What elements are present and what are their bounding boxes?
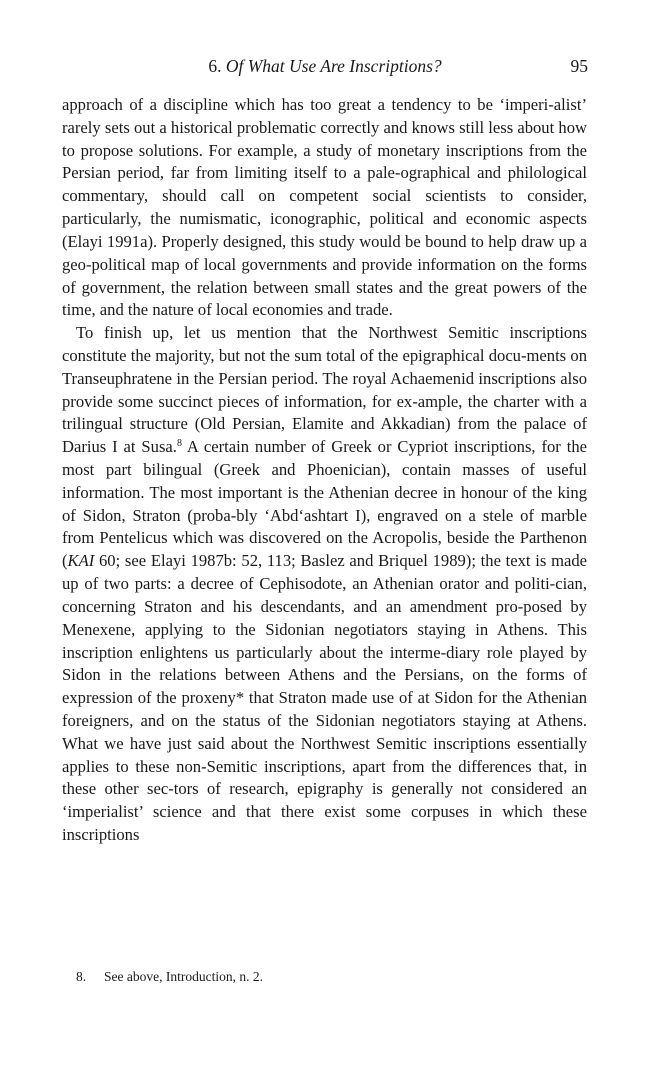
- paragraph-2-part-3: 60; see Elayi 1987b: 52, 113; Baslez and Briquel 1989); the text is made up of two parts: a decree of Cephisodote, an Athenian orator and politi-cian, concerning Straton and his descendants, and an amendment pro-posed by Menexene, applying to the Sidonian negotiators staying in Athens. This inscription enlightens us particularly about the interme-diary role played by Sidon in the relations between Athens and the Persians, on the forms of expression of the proxeny* that Straton made use of at Sidon for the Athenian foreigners, and on the status of the Sidonian negotiators staying at Athens. What we have just said about the Northwest Semitic inscriptions essentially applies to these non-Semitic inscriptions, apart from the differences that, in these other sec-tors of research, epigraphy is generally not considered an ‘imperialist’ science and that there exist some corpuses in which these inscriptions: [62, 551, 587, 844]
- footnote-reference[interactable]: 8: [176, 438, 182, 450]
- paragraph-2: [62, 322, 587, 847]
- footnote-text: See above, Introduction, n. 2.: [104, 969, 263, 984]
- running-header: [62, 56, 588, 82]
- main-text: [62, 94, 587, 847]
- chapter-number: 6.: [208, 56, 222, 76]
- paragraph-2-part-2: A certain number of Greek or Cypriot inscriptions, for the most part bilingual (Greek and Phoenician), contain masses of useful information. The most important is the Athenian decree in honour of the king of Sidon, Straton (proba-bly ‘Abd‘ashtart I), engraved on a stele of marble from Pentelicus which was discovered on the Acropolis, beside the Parthenon (: [62, 437, 587, 571]
- footnote-number: 8.: [76, 969, 87, 984]
- chapter-title: Of What Use Are Inscriptions?: [225, 56, 442, 76]
- paragraph-1: approach of a discipline which has too great a tendency to be ‘imperi-alist’ rarely sets out a historical problematic correctly and knows still less about how to propose solutions. For example, a study of monetary inscriptions from the Persian period, far from limiting itself to a pale-ographical and philological commentary, should call on competent social scientists to consider, particularly, the numismatic, iconographic, political and economic aspects (Elayi 1991a). Properly designed, this study would be bound to help draw up a geo-political map of local governments and provide information on the forms of government, the relation between small states and the great powers of the time, and the nature of local economies and trade.: [62, 95, 587, 320]
- paragraph-2-part-1: To finish up, let us mention that the Northwest Semitic inscriptions constitute the majority, but not the sum total of the epigraphical docu-ments on Transeuphratene in the Persian period. The royal Achaemenid inscriptions also provide some succinct pieces of information, for ex-ample, the charter with a trilingual structure (Old Persian, Elamite and Akkadian) from the palace of Darius I at Susa.: [62, 323, 587, 457]
- page-number: 95: [570, 56, 588, 76]
- kai-reference: KAI: [67, 551, 95, 571]
- running-title: [62, 56, 588, 77]
- footnote: [76, 968, 576, 986]
